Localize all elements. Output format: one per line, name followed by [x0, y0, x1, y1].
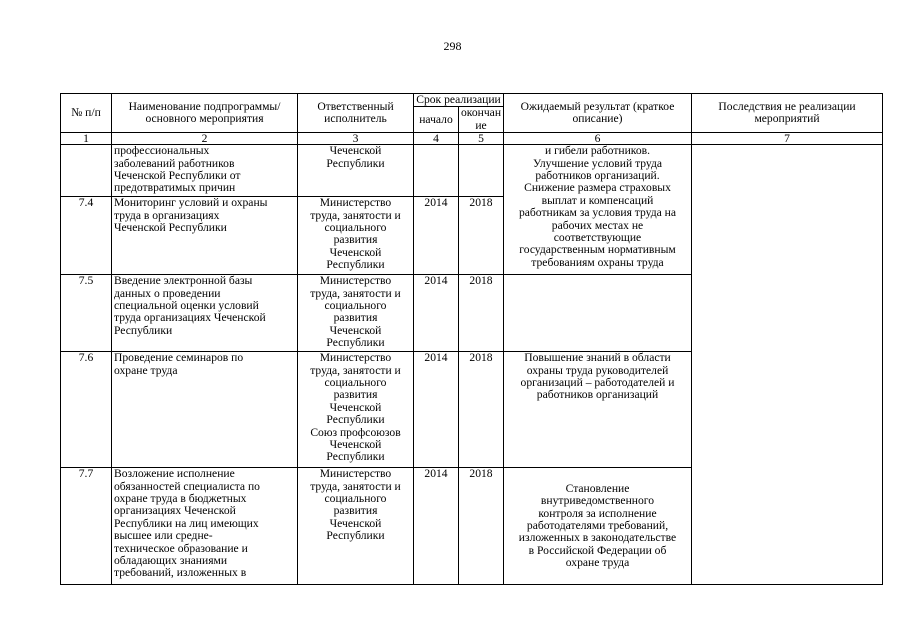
row-end: 2018 — [459, 197, 504, 275]
header-consequences: Последствия не реализации мероприятий — [692, 94, 883, 133]
row-num: 7.5 — [61, 275, 112, 352]
row-num: 7.4 — [61, 197, 112, 275]
row-executor: Министерство труда, занятости и социального развития Чеченской Республики — [298, 275, 414, 352]
row-name: профессиональных заболеваний работников Чеченской Республики от предотвратимых причин — [112, 145, 298, 197]
row-executor: Министерство труда, занятости и социального развития Чеченской Республики — [298, 197, 414, 275]
column-index-row — [61, 133, 883, 145]
column-index: 5 — [459, 133, 504, 145]
row-result: Повышение знаний в области охраны труда руководителей организаций – работодателей и работников организаций — [504, 352, 692, 468]
header-period: Срок реализации — [414, 94, 504, 107]
header-num: № п/п — [61, 94, 112, 133]
column-index: 2 — [112, 133, 298, 145]
row-num: 7.7 — [61, 468, 112, 585]
header-start: начало — [414, 107, 459, 133]
page-number: 298 — [443, 39, 462, 53]
row-end: 2018 — [459, 352, 504, 468]
header-result: Ожидаемый результат (краткое описание) — [504, 94, 692, 133]
row-name: Мониторинг условий и охраны труда в организациях Чеченской Республики — [112, 197, 298, 275]
row-name: Возложение исполнение обязанностей специалиста по охране труда в бюджетных организациях Чеченской Республики на лиц имеющих высшее или средне- техническое образование и обладающих знаниями требований, изложенных в — [112, 468, 298, 585]
row-num — [61, 145, 112, 197]
row-result — [504, 275, 692, 352]
row-start: 2014 — [414, 352, 459, 468]
row-num: 7.6 — [61, 352, 112, 468]
row-executor: Министерство труда, занятости и социального развития Чеченской Республики Союз профсоюзов Чеченской Республики — [298, 352, 414, 468]
header-end: окончан ие — [459, 107, 504, 133]
row-end — [459, 145, 504, 197]
column-index: 4 — [414, 133, 459, 145]
column-index: 6 — [504, 133, 692, 145]
row-consequences — [692, 145, 883, 585]
header-row — [61, 94, 883, 107]
program-table — [60, 93, 883, 585]
column-index: 3 — [298, 133, 414, 145]
row-end: 2018 — [459, 468, 504, 585]
table-row — [61, 145, 883, 197]
header-name: Наименование подпрограммы/ основного мероприятия — [112, 94, 298, 133]
row-name: Проведение семинаров по охране труда — [112, 352, 298, 468]
column-index: 7 — [692, 133, 883, 145]
row-result: и гибели работников. Улучшение условий труда работников организаций. Снижение размера страховых выплат и компенсаций работникам за условия труда на рабочих местах не соответствующие государственным нормативным требованиям охраны труда — [504, 145, 692, 275]
header-executor: Ответственный исполнитель — [298, 94, 414, 133]
row-start — [414, 145, 459, 197]
row-executor: Чеченской Республики — [298, 145, 414, 197]
row-name: Введение электронной базы данных о проведении специальной оценки условий труда организациях Чеченской Республики — [112, 275, 298, 352]
row-start: 2014 — [414, 275, 459, 352]
row-end: 2018 — [459, 275, 504, 352]
column-index: 1 — [61, 133, 112, 145]
row-start: 2014 — [414, 468, 459, 585]
row-result: Становление внутриведомственного контроля за исполнение работодателями требований, изложенных в законодательстве в Российской Федерации об охране труда — [504, 468, 692, 585]
row-executor: Министерство труда, занятости и социального развития Чеченской Республики — [298, 468, 414, 585]
row-start: 2014 — [414, 197, 459, 275]
